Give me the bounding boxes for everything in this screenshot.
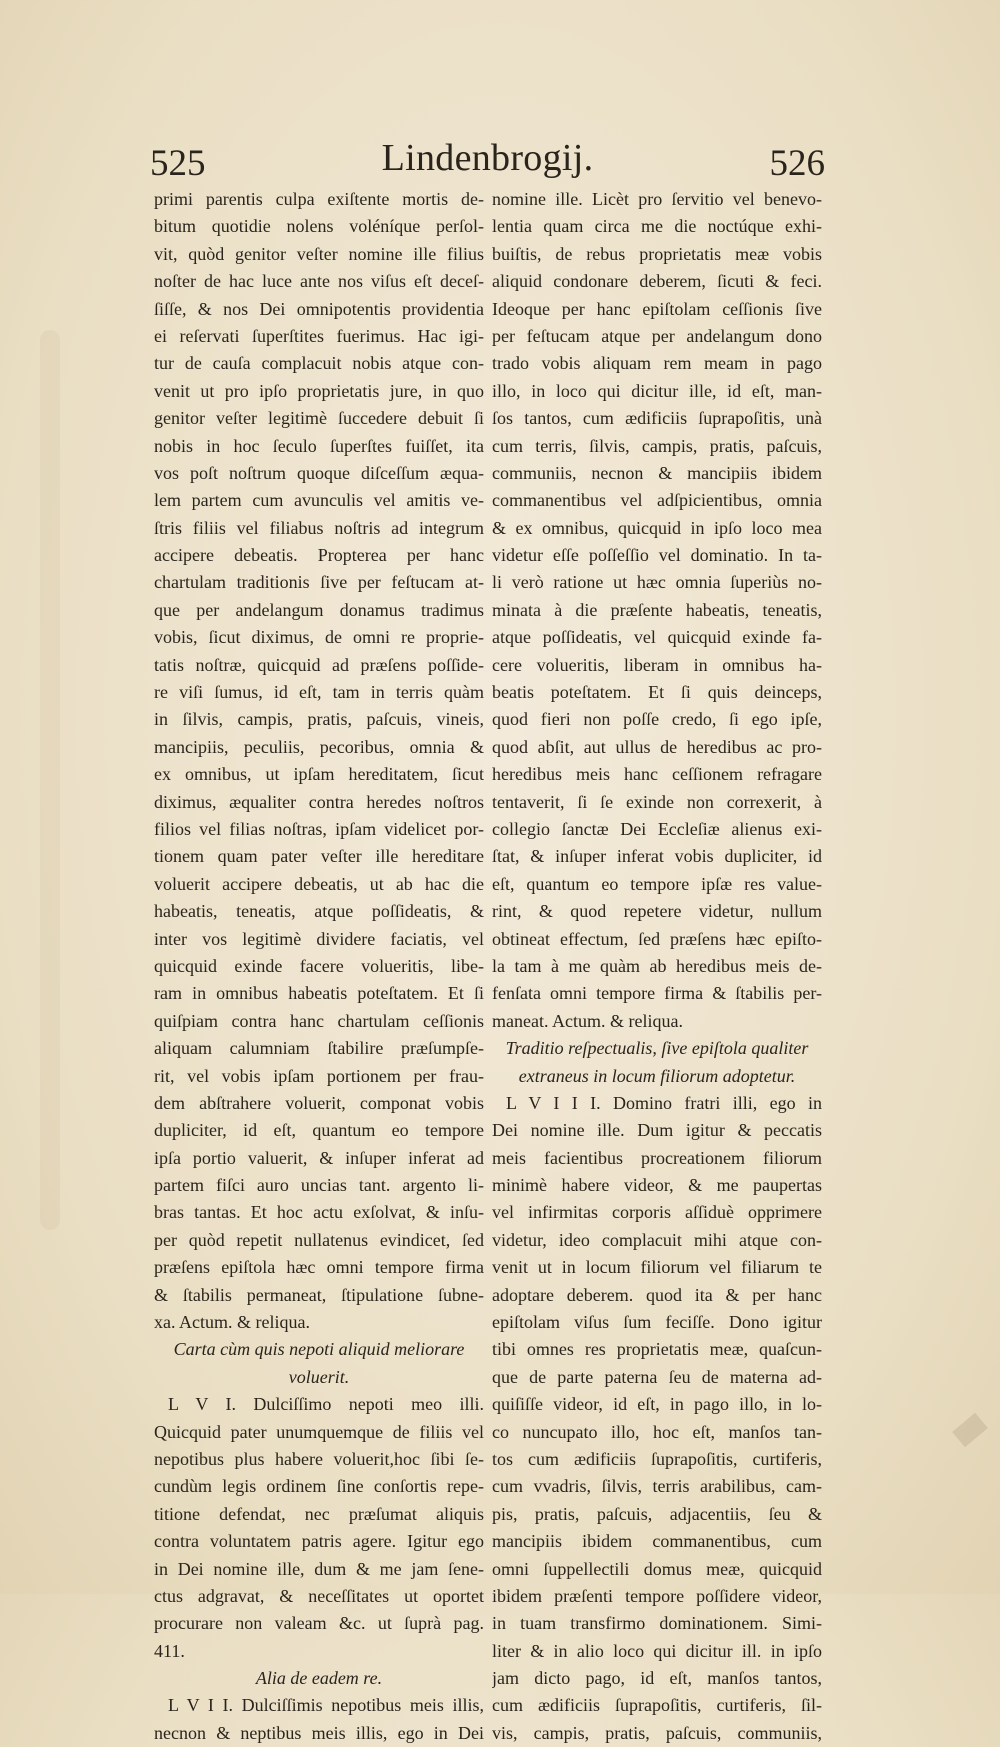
- text-line: lem partem cum avunculis vel amitis ve-: [154, 490, 484, 511]
- text-line: ex omnibus, ut ipſam hereditatem, ſicut: [154, 764, 484, 785]
- text-line: vis, campis, pratis, paſcuis, communiis,: [492, 1722, 822, 1743]
- text-line: L V I I. Dulciſſimis nepotibus meis illis,: [168, 1695, 484, 1716]
- text-line: cere volueritis, liberam in omnibus ha-: [492, 654, 822, 675]
- text-line: necnon & neptibus meis illis, ego in Dei: [154, 1722, 484, 1743]
- text-line: atque poſſideatis, vel quicquid exinde fa-: [492, 627, 822, 648]
- text-line: beatis poteſtatem. Et ſi quis deinceps,: [492, 682, 822, 703]
- text-line: illo, in loco qui dicitur ille, id eſt, man-: [492, 380, 822, 401]
- text-line: nepotibus plus habere voluerit,hoc ſibi ſe-: [154, 1448, 484, 1469]
- text-line: li verò ratione ut hæc omnia ſuperiùs no-: [492, 572, 822, 593]
- text-line: inter vos legitimè dividere faciatis, vel: [154, 928, 484, 949]
- text-line: rit, vel vobis ipſam portionem per frau-: [154, 1065, 484, 1086]
- text-line: nobis in hoc ſeculo ſuperſtes fuiſſet, ita: [154, 435, 484, 456]
- text-line: tionem quam pater veſter ille hereditare: [154, 846, 484, 867]
- text-line: vel infirmitas corporis aſſiduè opprimere: [492, 1202, 822, 1223]
- right-column: [492, 186, 822, 1747]
- text-line: liter & in alio loco qui dicitur ill. in ipſo: [492, 1640, 822, 1661]
- section-heading: voluerit.: [288, 1366, 350, 1387]
- text-line: habeatis, teneatis, atque poſſideatis, &: [154, 901, 484, 922]
- page-number-right: 526: [769, 143, 825, 184]
- section-heading: Alia de eadem re.: [255, 1668, 383, 1689]
- text-line: tibi omnes res proprietatis meæ, quaſcun-: [492, 1339, 822, 1360]
- text-line: bitum quotidie nolens voléníque perſol-: [154, 216, 484, 237]
- text-line: communiis, necnon & mancipiis ibidem: [492, 462, 822, 483]
- text-line: minimè habere videor, & me paupertas: [492, 1175, 822, 1196]
- text-line: xa. Actum. & reliqua.: [154, 1312, 310, 1333]
- text-line: tur de cauſa complacuit nobis atque con-: [154, 353, 484, 374]
- text-line: co nuncupato illo, hoc eſt, manſos tan-: [492, 1421, 822, 1442]
- text-line: voluerit accipere debeatis, ut ab hac die: [154, 873, 484, 894]
- text-line: minata à die præſente habeatis, teneatis,: [492, 599, 822, 620]
- text-line: præſens epiſtola hæc omni tempore firma: [154, 1257, 484, 1278]
- text-line: la tam à me quàm ab heredibus meis de-: [492, 955, 822, 976]
- text-line: filios vel filias noſtras, ipſam videlicet por-: [154, 818, 484, 839]
- text-line: partem fiſci auro uncias tant. argento li-: [154, 1175, 484, 1196]
- text-line: cum terris, ſilvis, campis, pratis, paſcuis,: [492, 435, 822, 456]
- text-line: procurare non valeam &c. ut ſuprà pag.: [154, 1613, 484, 1634]
- text-line: ſtris filiis vel filiabus noſtris ad integrum: [154, 517, 484, 538]
- text-line: dupliciter, id eſt, quantum eo tempore: [154, 1120, 484, 1141]
- text-line: ſtat, & inſuper inferat vobis dupliciter, id: [492, 846, 822, 867]
- page-stain: [40, 330, 60, 1230]
- text-line: diximus, æqualiter contra heredes noſtros: [154, 791, 484, 812]
- text-line: cum ædificiis ſuprapoſitis, curtiferis, ſil-: [492, 1695, 822, 1716]
- text-line: meis facientibus procreationem filiorum: [492, 1147, 822, 1168]
- text-line: quiſiſſe videor, id eſt, in pago illo, in lo-: [492, 1394, 822, 1415]
- text-line: ram in omnibus habeatis poteſtatem. Et ſi: [154, 983, 484, 1004]
- text-line: L V I. Dulciſſimo nepoti meo illi.: [168, 1394, 484, 1415]
- text-line: quiſpiam contra hanc chartulam ceſſionis: [154, 1010, 484, 1031]
- text-line: maneat. Actum. & reliqua.: [492, 1010, 683, 1031]
- text-line: collegio ſanctæ Dei Eccleſiæ alienus exi-: [492, 818, 822, 839]
- text-line: buiſtis, de rebus proprietatis meæ vobis: [492, 243, 822, 264]
- text-line: contra voluntatem patris agere. Igitur ego: [154, 1531, 484, 1552]
- text-line: dem abſtrahere voluerit, componat vobis: [154, 1092, 484, 1113]
- text-line: in tuam transfirmo dominationem. Simi-: [492, 1613, 822, 1634]
- text-line: chartulam traditionis ſive per feſtucam at-: [154, 572, 484, 593]
- running-head: [150, 132, 825, 188]
- text-line: L V I I I. Domino fratri illi, ego in: [506, 1092, 822, 1113]
- text-line: venit ut pro ipſo proprietatis jure, in quo: [154, 380, 484, 401]
- text-line: accipere debeatis. Propterea per hanc: [154, 545, 484, 566]
- text-line: noſter de hac luce ante nos viſus eſt deceſ-: [154, 271, 484, 292]
- text-line: videtur, ideo complacuit mihi atque con-: [492, 1229, 822, 1250]
- text-line: & ex omnibus, quicquid in ipſo loco mea: [492, 517, 822, 538]
- text-line: primi parentis culpa exiſtente mortis de-: [154, 189, 484, 209]
- text-line: per feſtucam atque per andelangum dono: [492, 325, 822, 346]
- text-line: Ideoque per hanc epiſtolam ceſſionis ſive: [492, 298, 822, 319]
- text-line: per quòd repetit nullatenus evindicet, ſed: [154, 1229, 484, 1250]
- page-title: Lindenbrogij.: [381, 137, 594, 179]
- text-line: tentaverit, ſi ſe exinde non correxerit, à: [492, 791, 822, 812]
- text-line: que per andelangum donamus tradimus: [154, 599, 484, 620]
- text-line: commanentibus vel adſpicientibus, omnia: [492, 490, 822, 511]
- text-line: que de parte paterna ſeu de materna ad-: [492, 1366, 822, 1387]
- text-line: lentia quam circa me die noctúque exhi-: [492, 216, 822, 237]
- page-number-left: 525: [150, 143, 206, 184]
- text-line: Dei nomine ille. Dum igitur & peccatis: [492, 1120, 822, 1141]
- text-line: obtineat effectum, ſed præſens hæc epiſto-: [492, 928, 822, 949]
- text-line: pis, pratis, paſcuis, adjacentiis, ſeu &: [492, 1503, 822, 1524]
- text-line: re viſi ſumus, id eſt, tam in terris quàm: [154, 682, 484, 703]
- text-line: vit, quòd genitor veſter nomine ille filius: [154, 243, 484, 264]
- text-line: tos cum ædificiis ſuprapoſitis, curtiferis,: [492, 1448, 822, 1469]
- text-line: Quicquid pater unumquemque de filiis vel: [154, 1421, 484, 1442]
- text-line: vobis, ſicut diximus, de omni re proprie-: [154, 627, 484, 648]
- text-line: quod abſit, aut ullus de heredibus ac pro-: [492, 736, 822, 757]
- section-heading: extraneus in locum filiorum adoptetur.: [518, 1065, 796, 1086]
- text-line: heredibus meis hanc ceſſionem refragare: [492, 764, 822, 785]
- text-line: aliquam calumniam ſtabilire præſumpſe-: [154, 1038, 484, 1059]
- text-line: cundùm legis ordinem ſine conſortis repe-: [154, 1476, 484, 1497]
- text-line: omni ſuppellectili domus meæ, quicquid: [492, 1558, 822, 1579]
- text-line: vos poſt noſtrum quoque diſceſſum æqua-: [154, 462, 484, 483]
- text-line: titione defendat, nec præſumat aliquis: [154, 1503, 484, 1524]
- left-column: [154, 186, 484, 1747]
- text-line: fenſata omni tempore firma & ſtabilis per-: [492, 983, 822, 1004]
- section-heading: Traditio reſpectualis, ſive epiſtola qualiter: [505, 1038, 809, 1059]
- text-line: & ſtabilis permaneat, ſtipulatione ſubne-: [154, 1284, 484, 1305]
- text-line: ctus adgravat, & neceſſitates ut oportet: [154, 1585, 484, 1606]
- text-line: rint, & quod repetere videtur, nullum: [492, 901, 822, 922]
- text-line: trado vobis aliquam rem meam in pago: [492, 353, 822, 374]
- section-heading: Carta cùm quis nepoti aliquid meliorare: [173, 1339, 465, 1360]
- text-line: mancipiis, peculiis, pecoribus, omnia &: [154, 736, 484, 757]
- text-line: quod fieri non poſſe credo, ſi ego ipſe,: [492, 709, 822, 730]
- text-line: 411.: [154, 1640, 185, 1661]
- text-line: cum vvadris, ſilvis, terris arabilibus, cam-: [492, 1476, 822, 1497]
- page-corner-mark: [952, 1413, 988, 1448]
- text-line: epiſtolam viſus ſum feciſſe. Dono igitur: [492, 1312, 822, 1333]
- text-line: eſt, quantum eo tempore ipſæ res value-: [492, 873, 822, 894]
- text-line: ſiſſe, & nos Dei omnipotentis providentia: [154, 298, 484, 319]
- text-line: jam dicto pago, id eſt, manſos tantos,: [492, 1668, 822, 1689]
- text-line: in Dei nomine ille, dum & me jam ſene-: [154, 1558, 484, 1579]
- text-line: aliquid condonare deberem, ſicuti & feci.: [492, 271, 822, 292]
- text-line: bras tantas. Et hoc actu exſolvat, & inſu-: [154, 1202, 484, 1223]
- text-line: quicquid exinde facere volueritis, libe-: [154, 955, 484, 976]
- text-line: ibidem præſenti tempore poſſidere videor,: [492, 1585, 822, 1606]
- text-line: venit ut in locum filiorum vel filiarum te: [492, 1257, 822, 1278]
- text-line: videtur eſſe poſſeſſio vel dominatio. In ta-: [492, 545, 822, 566]
- text-line: ſos tantos, cum ædificiis ſuprapoſitis, unà: [492, 408, 822, 429]
- text-line: ipſa portio valuerit, & inſuper inferat ad: [154, 1147, 484, 1168]
- text-line: genitor veſter legitimè ſuccedere debuit ſi: [154, 408, 484, 429]
- text-line: ei reſervati ſuperſtites fuerimus. Hac igi-: [154, 325, 484, 346]
- text-line: adoptare deberem. quod ita & per hanc: [492, 1284, 822, 1305]
- text-line: mancipiis ibidem commanentibus, cum: [492, 1531, 822, 1552]
- text-line: nomine ille. Licèt pro ſervitio vel benevo-: [492, 189, 822, 209]
- text-line: in ſilvis, campis, pratis, paſcuis, vineis,: [154, 709, 484, 730]
- text-line: tatis noſtræ, quicquid ad præſens poſſide-: [154, 654, 484, 675]
